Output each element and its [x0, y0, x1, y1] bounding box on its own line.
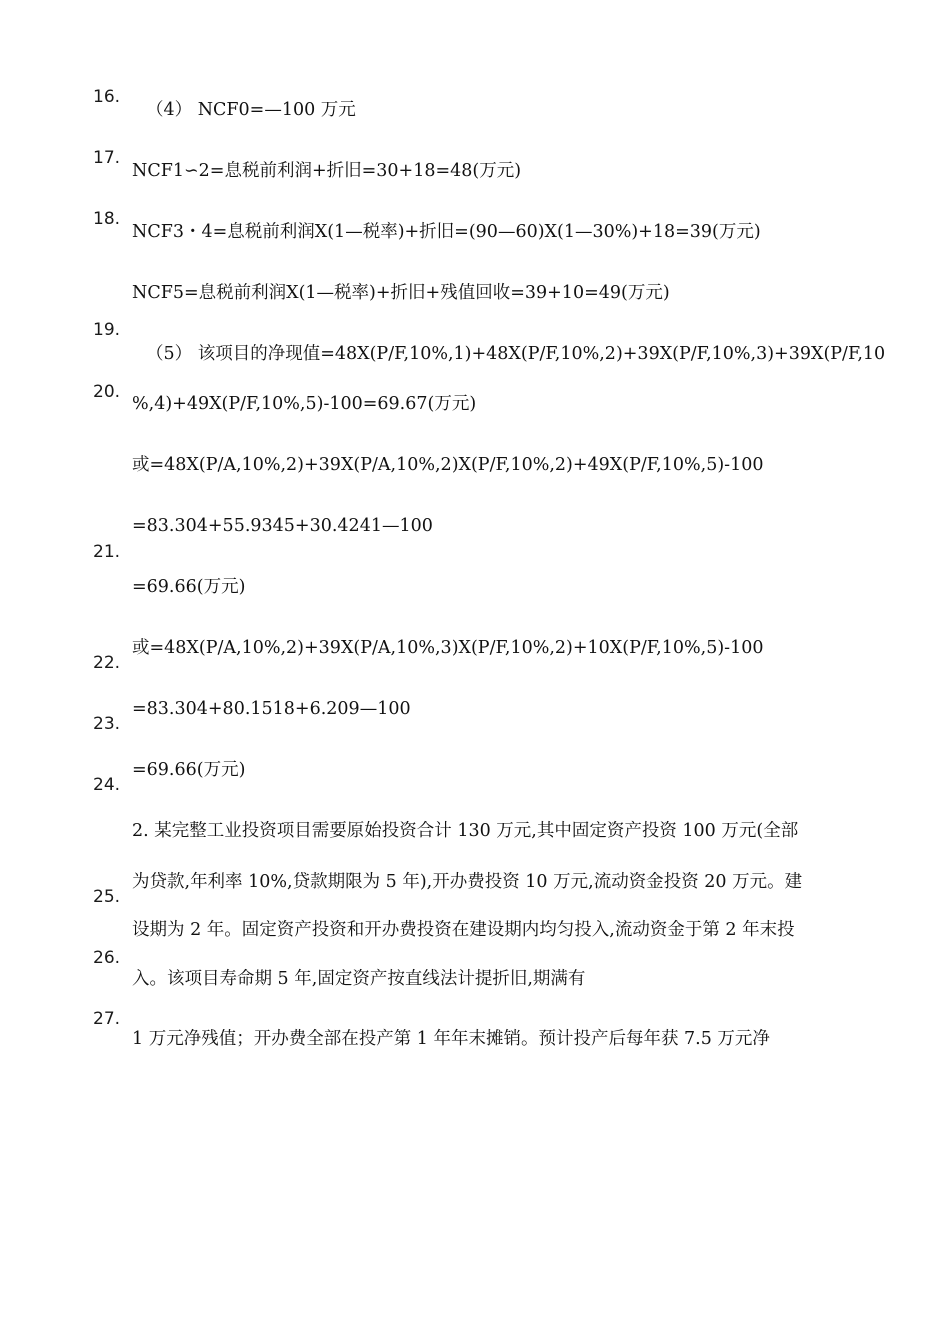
- line-number: 22.: [93, 653, 121, 673]
- line-number: 17.: [93, 148, 121, 168]
- text-line: 入。该项目寿命期 5 年,固定资产按直线法计提折旧,期满有: [132, 969, 586, 989]
- text-line: NCF1∽2=息税前利润+折旧=30+18=48(万元): [132, 161, 522, 181]
- text-line: 设期为 2 年。固定资产投资和开办费投资在建设期内均匀投入,流动资金于第 2 年末投: [132, 920, 795, 940]
- text-line: （4） NCF0=—100 万元: [146, 100, 356, 120]
- text-line: =83.304+55.9345+30.4241—100: [132, 516, 433, 536]
- line-number: 21.: [93, 542, 121, 562]
- text-line: =83.304+80.1518+6.209—100: [132, 699, 411, 719]
- text-line: 1 万元净残值；开办费全部在投产第 1 年年末摊销。预计投产后每年获 7.5 万元净: [132, 1029, 770, 1049]
- text-line: =69.66(万元): [132, 577, 246, 597]
- line-number: 19.: [93, 320, 121, 340]
- line-number: 25.: [93, 887, 121, 907]
- text-line: =69.66(万元): [132, 760, 246, 780]
- line-number: 16.: [93, 87, 121, 107]
- text-line: 或=48X(P/A,10%,2)+39X(P/A,10%,3)X(P/F,10%,2)+10X(P/F,10%,5)-100: [132, 638, 764, 658]
- line-number: 26.: [93, 948, 121, 968]
- line-number: 18.: [93, 209, 121, 229]
- text-line: NCF5=息税前利润X(1—税率)+折旧+残值回收=39+10=49(万元): [132, 283, 670, 303]
- line-number: 23.: [93, 714, 121, 734]
- line-number: 27.: [93, 1009, 121, 1029]
- line-number: 20.: [93, 382, 121, 402]
- text-line: 2. 某完整工业投资项目需要原始投资合计 130 万元,其中固定资产投资 100 万元(全部: [132, 821, 799, 841]
- text-line: %,4)+49X(P/F,10%,5)-100=69.67(万元): [132, 394, 477, 414]
- text-line: 为贷款,年利率 10%,贷款期限为 5 年),开办费投资 10 万元,流动资金投资 20 万元。建: [132, 872, 803, 892]
- text-line: NCF3・4=息税前利润X(1—税率)+折旧=(90—60)X(1—30%)+18=39(万元): [132, 222, 761, 242]
- text-line: （5） 该项目的净现值=48X(P/F,10%,1)+48X(P/F,10%,2)+39X(P/F,10%,3)+39X(P/F,10: [146, 344, 886, 364]
- line-number: 24.: [93, 775, 121, 795]
- text-line: 或=48X(P/A,10%,2)+39X(P/A,10%,2)X(P/F,10%,2)+49X(P/F,10%,5)-100: [132, 455, 764, 475]
